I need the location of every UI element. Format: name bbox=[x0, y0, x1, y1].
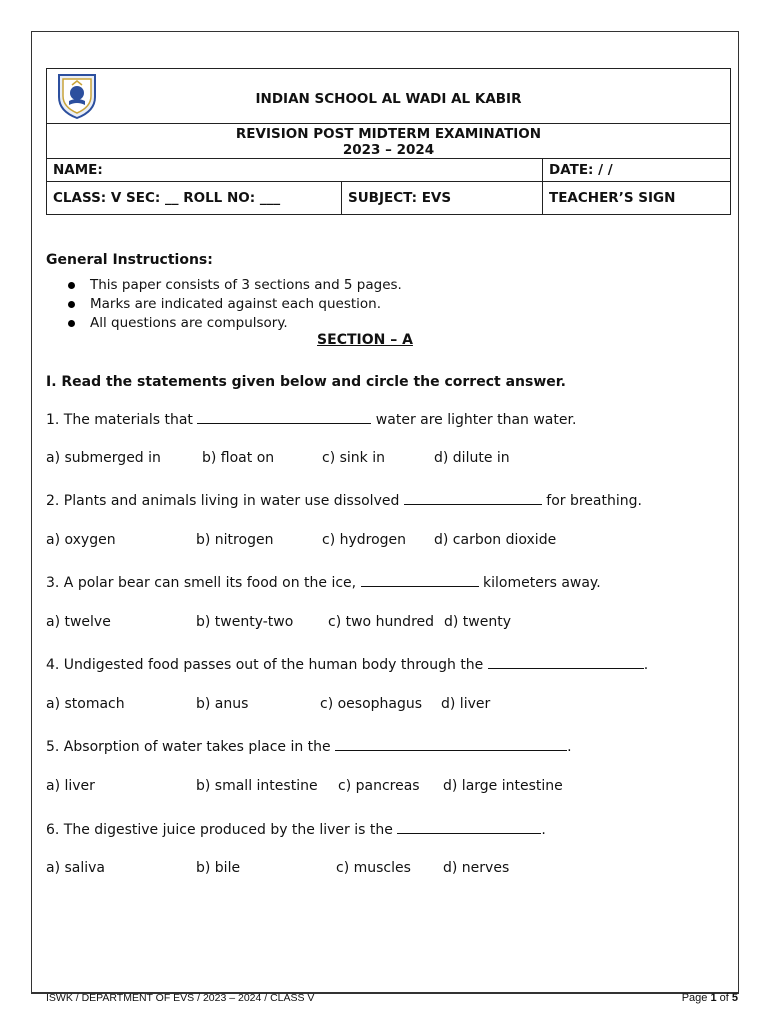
option-d[interactable]: d) large intestine bbox=[443, 778, 563, 794]
answer-blank[interactable] bbox=[397, 819, 541, 834]
name-field[interactable]: NAME: bbox=[47, 159, 543, 182]
question-1 bbox=[46, 409, 576, 428]
options-row-5 bbox=[46, 778, 726, 798]
instructions-list bbox=[68, 276, 402, 333]
option-c[interactable]: c) muscles bbox=[336, 860, 411, 876]
answer-blank[interactable] bbox=[361, 572, 479, 587]
instruction-item bbox=[68, 295, 402, 314]
page-prefix: Page bbox=[681, 992, 711, 1004]
school-name: INDIAN SCHOOL AL WADI AL KABIR bbox=[255, 91, 522, 107]
question-text-end: kilometers away. bbox=[478, 575, 601, 591]
page-of: of bbox=[716, 992, 732, 1004]
question-text-end: . bbox=[643, 657, 649, 673]
instruction-text: Marks are indicated against each question. bbox=[90, 296, 382, 312]
options-row-2 bbox=[46, 532, 726, 552]
question-text: 5. Absorption of water takes place in the bbox=[46, 739, 336, 755]
option-b[interactable]: b) nitrogen bbox=[196, 532, 274, 548]
exam-header-table bbox=[46, 68, 731, 215]
date-field[interactable]: DATE: / / bbox=[543, 159, 731, 182]
page-current: 1 bbox=[710, 992, 717, 1004]
question-text: 6. The digestive juice produced by the liver is the bbox=[46, 822, 398, 838]
option-d[interactable]: d) twenty bbox=[444, 614, 511, 630]
option-c[interactable]: c) oesophagus bbox=[320, 696, 423, 712]
subject-field: SUBJECT: EVS bbox=[342, 182, 543, 215]
question-text-end: . bbox=[541, 822, 546, 838]
exam-title-cell bbox=[47, 124, 731, 159]
options-row-1 bbox=[46, 450, 726, 470]
page-number bbox=[682, 992, 738, 1004]
options-row-6 bbox=[46, 860, 726, 880]
answer-blank[interactable] bbox=[197, 409, 371, 424]
option-a[interactable]: a) oxygen bbox=[46, 532, 116, 548]
option-c[interactable]: c) pancreas bbox=[338, 778, 420, 794]
instruction-text: This paper consists of 3 sections and 5 pages. bbox=[90, 277, 402, 293]
option-b[interactable]: b) bile bbox=[196, 860, 241, 876]
option-c[interactable]: c) hydrogen bbox=[322, 532, 407, 548]
question-text-end: for breathing. bbox=[541, 493, 642, 509]
option-a[interactable]: a) twelve bbox=[46, 614, 111, 630]
options-row-4 bbox=[46, 696, 726, 716]
section-title: SECTION – A bbox=[317, 332, 413, 348]
option-b[interactable]: b) anus bbox=[196, 696, 249, 712]
option-d[interactable]: d) nerves bbox=[443, 860, 510, 876]
class-section-roll-field[interactable]: CLASS: V SEC: __ ROLL NO: ___ bbox=[47, 182, 342, 215]
option-a[interactable]: a) stomach bbox=[46, 696, 125, 712]
answer-blank[interactable] bbox=[335, 736, 567, 751]
option-d[interactable]: d) carbon dioxide bbox=[434, 532, 557, 548]
school-crest-logo bbox=[55, 71, 99, 119]
question-text: 4. Undigested food passes out of the human body through the bbox=[46, 657, 488, 673]
option-d[interactable]: d) dilute in bbox=[434, 450, 510, 466]
option-d[interactable]: d) liver bbox=[441, 696, 491, 712]
question-text-end: . bbox=[567, 739, 572, 755]
option-a[interactable]: a) submerged in bbox=[46, 450, 161, 466]
bullet-icon bbox=[68, 301, 75, 308]
footer-department: ISWK / DEPARTMENT OF EVS / 2023 – 2024 / CLASS V bbox=[46, 992, 315, 1004]
school-name-cell bbox=[47, 69, 731, 124]
question-6 bbox=[46, 819, 546, 838]
question-3 bbox=[46, 572, 601, 591]
answer-blank[interactable] bbox=[404, 490, 542, 505]
teacher-sign-field[interactable]: TEACHER’S SIGN bbox=[543, 182, 731, 215]
question-text: 2. Plants and animals living in water use dissolved bbox=[46, 493, 404, 509]
option-c[interactable]: c) two hundred bbox=[328, 614, 435, 630]
question-group-heading: I. Read the statements given below and circle the correct answer. bbox=[46, 374, 566, 390]
bullet-icon bbox=[68, 282, 75, 289]
exam-year: 2023 – 2024 bbox=[342, 142, 435, 158]
options-row-3 bbox=[46, 614, 726, 634]
page-total: 5 bbox=[731, 992, 738, 1004]
option-a[interactable]: a) saliva bbox=[46, 860, 106, 876]
instruction-item bbox=[68, 276, 402, 295]
option-a[interactable]: a) liver bbox=[46, 778, 95, 794]
exam-title: REVISION POST MIDTERM EXAMINATION bbox=[235, 126, 542, 142]
answer-blank[interactable] bbox=[488, 654, 644, 669]
instruction-item bbox=[68, 314, 402, 333]
option-b[interactable]: b) twenty-two bbox=[196, 614, 294, 630]
option-c[interactable]: c) sink in bbox=[322, 450, 385, 466]
question-text-end: water are lighter than water. bbox=[371, 412, 577, 428]
instruction-text: All questions are compulsory. bbox=[90, 315, 288, 331]
question-4 bbox=[46, 654, 648, 673]
general-instructions-title: General Instructions: bbox=[46, 252, 213, 268]
option-b[interactable]: b) small intestine bbox=[196, 778, 318, 794]
bullet-icon bbox=[68, 320, 75, 327]
question-5 bbox=[46, 736, 572, 755]
question-2 bbox=[46, 490, 642, 509]
question-text: 1. The materials that bbox=[46, 412, 198, 428]
option-b[interactable]: b) float on bbox=[202, 450, 275, 466]
question-text: 3. A polar bear can smell its food on the ice, bbox=[46, 575, 361, 591]
